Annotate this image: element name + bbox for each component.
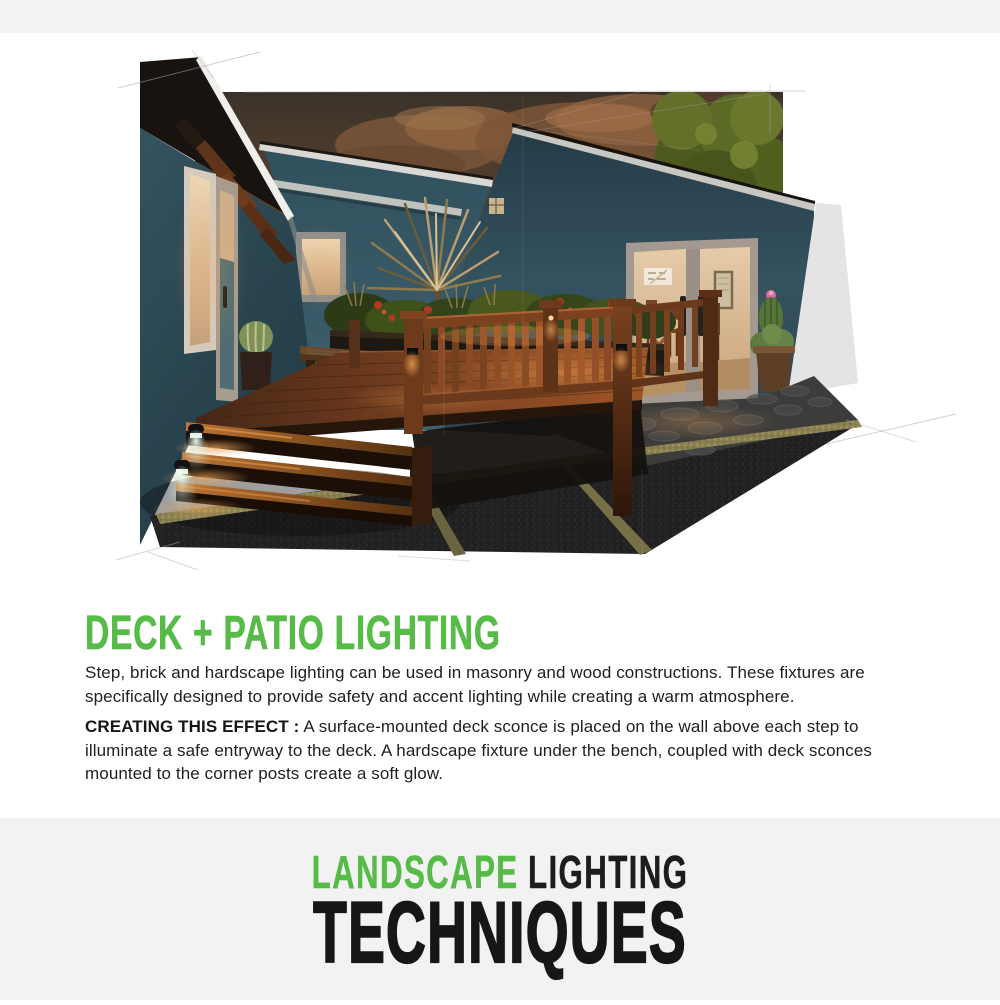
brand-word-techniques: TECHNIQUES (313, 885, 687, 981)
post-sconce-left (407, 348, 418, 355)
middle-house (259, 141, 493, 430)
effect-text: A surface-mounted deck sconce is placed on the wall above each step to illuminate a safe entryway to the deck. A hardscape fixture under the bench, coupled with deck sconces mounted to the corner posts create a soft glow. (85, 717, 872, 783)
left-house (140, 55, 318, 545)
effect-label: CREATING THIS EFFECT : (85, 717, 300, 736)
step-sconce-2 (174, 460, 190, 470)
potted-cactus-left (239, 321, 273, 390)
dining-table (636, 317, 682, 358)
stone-pavers (545, 376, 858, 466)
brand-word-lighting: LIGHTING (528, 846, 689, 898)
sketch-lines (116, 50, 956, 570)
deck-steps (152, 422, 432, 526)
effect-paragraph (85, 715, 933, 786)
intro-paragraph: Step, brick and hardscape lighting can be used in masonry and wood constructions. These fixtures are specifically designed to provide safety and accent lighting while creating a warm atmosphere. (85, 663, 865, 706)
door-pull (223, 286, 227, 308)
planter-and-plants (300, 198, 676, 401)
middle-window (288, 222, 356, 314)
left-glass-door (216, 176, 238, 402)
left-window (184, 166, 216, 354)
door-handle-left (680, 296, 686, 336)
under-deck-shadow (412, 404, 648, 510)
section-heading: DECK + PATIO LIGHTING (85, 607, 501, 660)
balusters (424, 303, 698, 399)
post-sconce-right (616, 344, 627, 351)
door-handle-right (698, 296, 704, 336)
deck (196, 348, 675, 444)
step-sconces (165, 424, 213, 510)
potted-cactus-right (750, 290, 795, 392)
gravel-lines (156, 420, 862, 556)
railing-posts (349, 290, 722, 516)
yucca-plant (368, 198, 500, 316)
deck-railing (349, 290, 722, 516)
bench (300, 346, 465, 401)
ground (140, 376, 862, 556)
picture-frame (715, 272, 732, 308)
small-upper-window (489, 198, 504, 214)
shrubs (324, 282, 676, 340)
step-sconce-1 (188, 424, 204, 434)
brand-word-landscape: LANDSCAPE (311, 846, 519, 898)
door-threshold (614, 398, 770, 418)
right-house (442, 123, 815, 436)
planter-box (330, 330, 664, 350)
door-sign (644, 268, 672, 285)
glass-doors (597, 238, 787, 424)
asphalt (150, 423, 860, 554)
tree (652, 90, 802, 234)
dusk-sky (195, 90, 790, 348)
render-page-edge (788, 203, 858, 395)
top-bar (0, 0, 1000, 33)
dining-chairs (646, 300, 720, 360)
